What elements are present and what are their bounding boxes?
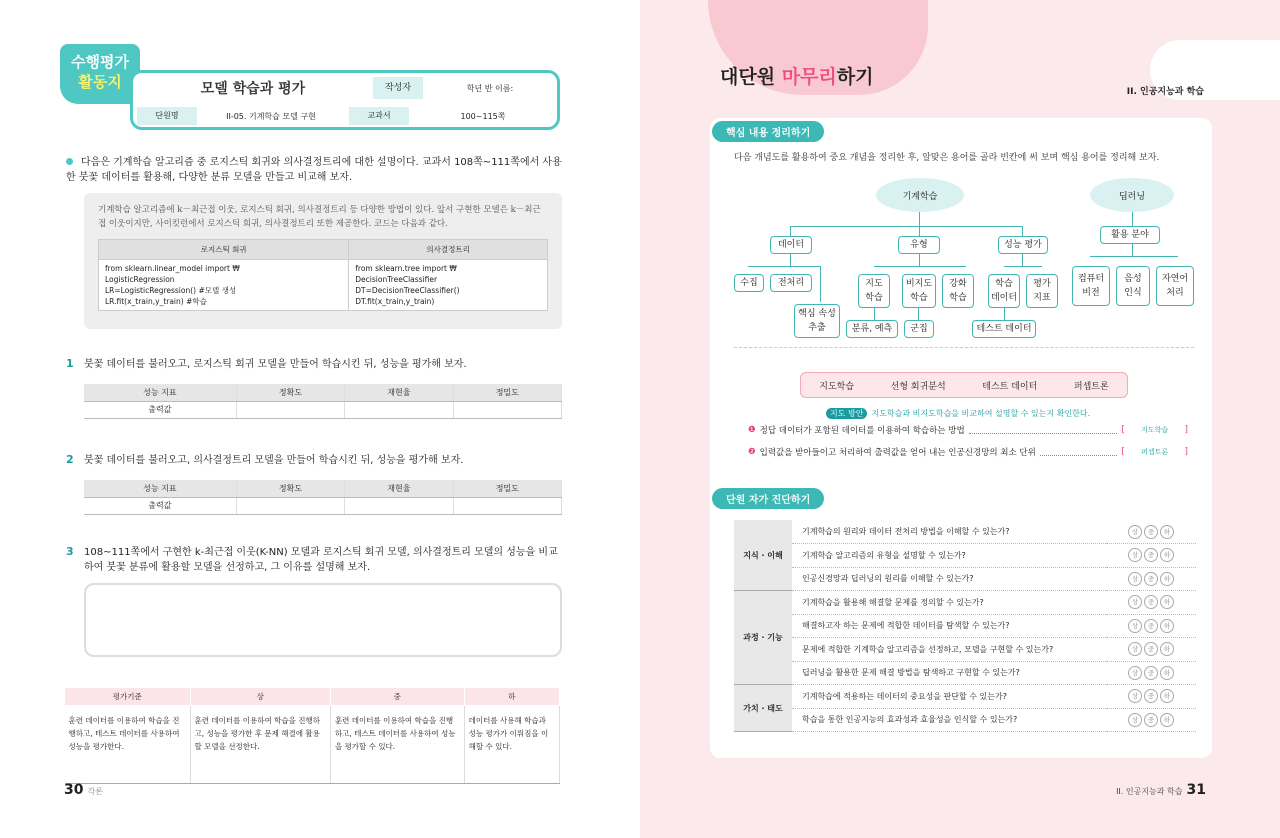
code-line: from sklearn.tree import ₩ xyxy=(355,264,457,273)
rate-low[interactable]: 하 xyxy=(1160,689,1174,703)
node-cluster: 군집 xyxy=(904,320,934,338)
code-table xyxy=(98,239,548,311)
tag-line2: 활동지 xyxy=(78,73,122,91)
node-speech: 음성 인식 xyxy=(1116,266,1150,306)
eval-cell[interactable] xyxy=(236,497,344,514)
rate-low[interactable]: 하 xyxy=(1160,642,1174,656)
eval-header: 성능 지표 xyxy=(84,384,236,401)
fill-item xyxy=(748,446,1188,458)
q2-text: 붓꽃 데이터를 불러오고, 의사결정트리 모델을 만들어 학습시킨 뒤, 성능을 평가해 보자. xyxy=(84,455,464,466)
q2-eval-table xyxy=(84,480,562,515)
page-number-right xyxy=(1116,782,1206,798)
fill-number: ❶ xyxy=(748,425,756,435)
bullet-icon xyxy=(66,158,73,165)
page-subtitle: II. 인공지능과 학습 xyxy=(1116,787,1183,796)
unit-label: 단원명 xyxy=(137,107,197,125)
code-line: DT=DecisionTreeClassifier() xyxy=(355,286,460,295)
eval-row-label: 출력값 xyxy=(84,401,236,418)
intro-question xyxy=(66,155,566,185)
rate-mid[interactable]: 중 xyxy=(1144,595,1158,609)
intro-text: 다음은 기계학습 알고리즘 중 로지스틱 회귀와 의사결정트리에 대한 설명이다. 교과서 108쪽~111쪽에서 사용한 붓꽃 데이터를 활용해, 다양한 분류 모델을 만들고 비교해 보자. xyxy=(66,157,562,183)
code-line: LR=LogisticRegression() #모델 생성 xyxy=(105,286,237,295)
rate-low[interactable]: 하 xyxy=(1160,713,1174,727)
rubric-header: 중 xyxy=(330,688,464,706)
rating[interactable] xyxy=(1106,567,1196,591)
node-unsupervised: 비지도 학습 xyxy=(902,274,936,308)
map-line xyxy=(918,308,919,320)
category: 과정 · 기능 xyxy=(734,591,792,685)
code-header: 의사결정트리 xyxy=(349,240,548,260)
rate-high[interactable]: 상 xyxy=(1128,642,1142,656)
map-line xyxy=(748,266,820,267)
word-bank xyxy=(800,372,1128,398)
rate-low[interactable]: 하 xyxy=(1160,548,1174,562)
author-fields[interactable]: 학년 반 이름: xyxy=(466,83,514,93)
node-use: 활용 분야 xyxy=(1100,226,1160,244)
title-box xyxy=(130,70,560,130)
teaching-guide xyxy=(826,408,1090,419)
node-feature: 핵심 속성 추출 xyxy=(794,304,840,338)
fill-answer[interactable]: 지도학습 xyxy=(1141,426,1169,434)
rubric-header: 평가기준 xyxy=(65,688,191,706)
map-line xyxy=(790,226,791,236)
rubric-header: 하 xyxy=(464,688,559,706)
q1-eval-table xyxy=(84,384,562,419)
title-part: 마무리 xyxy=(781,66,837,88)
check-item: 기계학습을 활용해 해결할 문제를 정의할 수 있는가? xyxy=(792,591,1106,615)
rating[interactable] xyxy=(1106,544,1196,568)
map-line xyxy=(874,308,875,320)
rate-mid[interactable]: 중 xyxy=(1144,619,1158,633)
rate-mid[interactable]: 중 xyxy=(1144,548,1158,562)
word-item: 테스트 데이터 xyxy=(982,381,1038,392)
node-dl: 딥러닝 xyxy=(1090,178,1174,212)
eval-cell[interactable] xyxy=(345,497,453,514)
rating[interactable] xyxy=(1106,638,1196,662)
map-line xyxy=(919,254,920,266)
word-item: 지도학습 xyxy=(819,381,855,392)
title-part: 하기 xyxy=(836,66,874,88)
rate-low[interactable]: 하 xyxy=(1160,525,1174,539)
eval-cell[interactable] xyxy=(236,401,344,418)
code-line: DecisionTreeClassifier xyxy=(355,275,438,284)
rate-low[interactable]: 하 xyxy=(1160,666,1174,680)
map-line xyxy=(874,266,966,267)
node-prep: 전처리 xyxy=(770,274,812,292)
code-line: DT.fit(x_train,y_train) xyxy=(355,297,435,306)
node-class-reg: 분류, 예측 xyxy=(846,320,898,338)
code-description: 기계학습 알고리즘에 k－최근접 이웃, 로지스틱 회귀, 의사결정트리 등 다양한 방법이 있다. 앞서 구현한 모델은 k－최근접 이웃이지만, 사이킷런에서 로지스틱 회귀, 의사결정트리 또한 제공한다. 코드는 다음과 같다. xyxy=(98,205,541,229)
word-item: 퍼셉트론 xyxy=(1073,381,1109,392)
rubric-cell: 훈련 데이터를 이용하여 학습을 진행하고, 성능을 평가한 후 문제 해결에 활용할 모델을 선정한다. xyxy=(190,706,330,784)
rating[interactable] xyxy=(1106,591,1196,615)
map-line xyxy=(919,212,920,226)
guide-badge: 지도 방안 xyxy=(826,408,867,419)
category: 지식 · 이해 xyxy=(734,520,792,591)
eval-cell[interactable] xyxy=(453,401,561,418)
map-line xyxy=(1132,212,1133,226)
check-item: 학습을 통한 인공지능의 효과성과 효율성을 인식할 수 있는가? xyxy=(792,708,1106,732)
rate-high[interactable]: 상 xyxy=(1128,666,1142,680)
map-line xyxy=(1022,254,1023,266)
divider xyxy=(734,347,1194,348)
chapter-review-title xyxy=(720,62,873,89)
section-core-summary: 핵심 내용 정리하기 xyxy=(712,121,824,142)
node-nlp: 자연어 처리 xyxy=(1156,266,1194,306)
eval-row-label: 출력값 xyxy=(84,497,236,514)
textbook-label: 교과서 xyxy=(349,107,409,125)
bracket-close: ] xyxy=(1184,447,1188,457)
tag-line1: 수행평가 xyxy=(71,53,129,71)
check-item: 딥러닝을 활용한 문제 해결 방법을 탐색하고 구현할 수 있는가? xyxy=(792,661,1106,685)
node-ml: 기계학습 xyxy=(876,178,964,212)
q2-number: 2 xyxy=(66,453,74,466)
category: 가치 · 태도 xyxy=(734,685,792,732)
node-collect: 수집 xyxy=(734,274,764,292)
map-line xyxy=(1004,266,1042,267)
dotted-leader xyxy=(969,426,1118,434)
rubric-cell: 훈련 데이터를 이용하여 학습을 진행하고, 테스트 데이터를 사용하여 성능을 평가할 수 있다. xyxy=(330,706,464,784)
bracket-open: [ xyxy=(1121,447,1125,457)
page-number: 30 xyxy=(64,782,84,798)
node-supervised: 지도 학습 xyxy=(858,274,890,308)
rubric-cell: 훈련 데이터를 이용하여 학습을 진행하고, 테스트 데이터를 사용하여 성능을 평가한다. xyxy=(65,706,191,784)
rate-low[interactable]: 하 xyxy=(1160,595,1174,609)
rate-mid[interactable]: 중 xyxy=(1144,713,1158,727)
instructions: 다음 개념도를 활용하여 중요 개념을 정리한 후, 알맞은 용어를 골라 빈칸에 써 보며 핵심 용어를 정리해 보자. xyxy=(734,153,1160,163)
check-item: 기계학습의 원리와 데이터 전처리 방법을 이해할 수 있는가? xyxy=(792,520,1106,544)
code-box xyxy=(84,193,562,329)
code-line: from sklearn.linear_model import ₩ xyxy=(105,264,240,273)
q3-number: 3 xyxy=(66,545,74,558)
dotted-leader xyxy=(1040,448,1118,456)
eval-header: 정밀도 xyxy=(453,480,561,497)
rate-high[interactable]: 상 xyxy=(1128,619,1142,633)
rate-high[interactable]: 상 xyxy=(1128,525,1142,539)
eval-header: 재현율 xyxy=(345,384,453,401)
q3-text: 108~111쪽에서 구현한 k-최근접 이웃(K-NN) 모델과 로지스틱 회귀 모델, 의사결정트리 모델의 성능을 비교하여 붓꽃 분류에 활용할 모델을 선정하고, 그 이유를 설명해 보자. xyxy=(84,547,558,573)
node-train-data: 학습 데이터 xyxy=(988,274,1020,308)
bracket-close: ] xyxy=(1184,425,1188,435)
eval-header: 재현율 xyxy=(345,480,453,497)
rubric-cell: 데이터를 사용해 학습과 성능 평가가 이뤄짐을 이해할 수 있다. xyxy=(464,706,559,784)
code-right xyxy=(349,260,548,311)
node-cv: 컴퓨터 비전 xyxy=(1072,266,1110,306)
unit-value: II-05. 기계학습 모델 구현 xyxy=(226,111,316,121)
node-type: 유형 xyxy=(898,236,940,254)
rate-mid[interactable]: 중 xyxy=(1144,666,1158,680)
node-reinforcement: 강화 학습 xyxy=(942,274,974,308)
page-subtitle: 각론 xyxy=(87,787,103,796)
rubric-header: 상 xyxy=(190,688,330,706)
author-label: 작성자 xyxy=(373,77,423,99)
rate-high[interactable]: 상 xyxy=(1128,548,1142,562)
rate-low[interactable]: 하 xyxy=(1160,619,1174,633)
textbook-value: 100~115쪽 xyxy=(460,111,506,121)
eval-cell[interactable] xyxy=(345,401,453,418)
map-line xyxy=(1090,256,1178,257)
rating[interactable] xyxy=(1106,708,1196,732)
rating[interactable] xyxy=(1106,661,1196,685)
check-item: 해결하고자 하는 문제에 적합한 데이터를 탐색할 수 있는가? xyxy=(792,614,1106,638)
map-line xyxy=(1132,244,1133,256)
worksheet-title: 모델 학습과 평가 xyxy=(200,81,306,97)
code-line: LR.fit(x_train,y_train) #학습 xyxy=(105,297,207,306)
rate-high[interactable]: 상 xyxy=(1128,595,1142,609)
map-line xyxy=(790,226,1022,227)
rate-mid[interactable]: 중 xyxy=(1144,689,1158,703)
self-check-table xyxy=(734,520,1196,732)
eval-header: 정확도 xyxy=(236,384,344,401)
unit-label-right: II. 인공지능과 학습 xyxy=(1126,87,1204,97)
section-self-check: 단원 자가 진단하기 xyxy=(712,488,824,509)
code-left xyxy=(99,260,349,311)
check-item: 기계학습에 적용하는 데이터의 중요성을 판단할 수 있는가? xyxy=(792,685,1106,709)
code-header: 로지스틱 회귀 xyxy=(99,240,349,260)
rate-high[interactable]: 상 xyxy=(1128,713,1142,727)
rating[interactable] xyxy=(1106,614,1196,638)
rate-high[interactable]: 상 xyxy=(1128,572,1142,586)
node-perf: 성능 평가 xyxy=(998,236,1048,254)
rate-low[interactable]: 하 xyxy=(1160,572,1174,586)
check-item: 기계학습 알고리즘의 유형을 설명할 수 있는가? xyxy=(792,544,1106,568)
rate-high[interactable]: 상 xyxy=(1128,689,1142,703)
rating[interactable] xyxy=(1106,520,1196,544)
eval-header: 성능 지표 xyxy=(84,480,236,497)
map-line xyxy=(1022,226,1023,236)
word-item: 선형 회귀분석 xyxy=(890,381,946,392)
map-line xyxy=(820,266,821,302)
check-item: 인공신경망과 딥러닝의 원리를 이해할 수 있는가? xyxy=(792,567,1106,591)
rate-mid[interactable]: 중 xyxy=(1144,572,1158,586)
eval-cell[interactable] xyxy=(453,497,561,514)
fill-text: 입력값을 받아들이고 처리하여 출력값을 얻어 내는 인공신경망의 최소 단위 xyxy=(759,448,1036,458)
node-metric: 평가 지표 xyxy=(1026,274,1058,308)
rate-mid[interactable]: 중 xyxy=(1144,525,1158,539)
q1-number: 1 xyxy=(66,357,74,370)
fill-item xyxy=(748,424,1188,436)
rating[interactable] xyxy=(1106,685,1196,709)
node-data: 데이터 xyxy=(770,236,812,254)
guide-text: 지도학습과 비지도학습을 비교하여 설명할 수 있는지 확인한다. xyxy=(871,409,1091,418)
fill-answer[interactable]: 퍼셉트론 xyxy=(1141,448,1169,456)
map-line xyxy=(919,226,920,236)
rubric-table xyxy=(64,687,560,784)
fill-number: ❷ xyxy=(748,447,756,457)
eval-header: 정확도 xyxy=(236,480,344,497)
page-number-left xyxy=(64,782,103,798)
answer-box[interactable] xyxy=(84,583,562,657)
q1-text: 붓꽃 데이터를 불러오고, 로지스틱 회귀 모델을 만들어 학습시킨 뒤, 성능을 평가해 보자. xyxy=(84,359,467,370)
map-line xyxy=(1004,308,1005,320)
eval-header: 정밀도 xyxy=(453,384,561,401)
map-line xyxy=(790,254,791,266)
node-test-data: 테스트 데이터 xyxy=(972,320,1036,338)
page-number: 31 xyxy=(1186,782,1206,798)
rate-mid[interactable]: 중 xyxy=(1144,642,1158,656)
title-part: 대단원 xyxy=(720,66,782,88)
bracket-open: [ xyxy=(1121,425,1125,435)
check-item: 문제에 적합한 기계학습 알고리즘을 선정하고, 모델을 구현할 수 있는가? xyxy=(792,638,1106,662)
code-line: LogisticRegression xyxy=(105,275,175,284)
fill-text: 정답 데이터가 포함된 데이터를 이용하여 학습하는 방법 xyxy=(759,426,965,436)
performance-tag xyxy=(60,44,140,104)
